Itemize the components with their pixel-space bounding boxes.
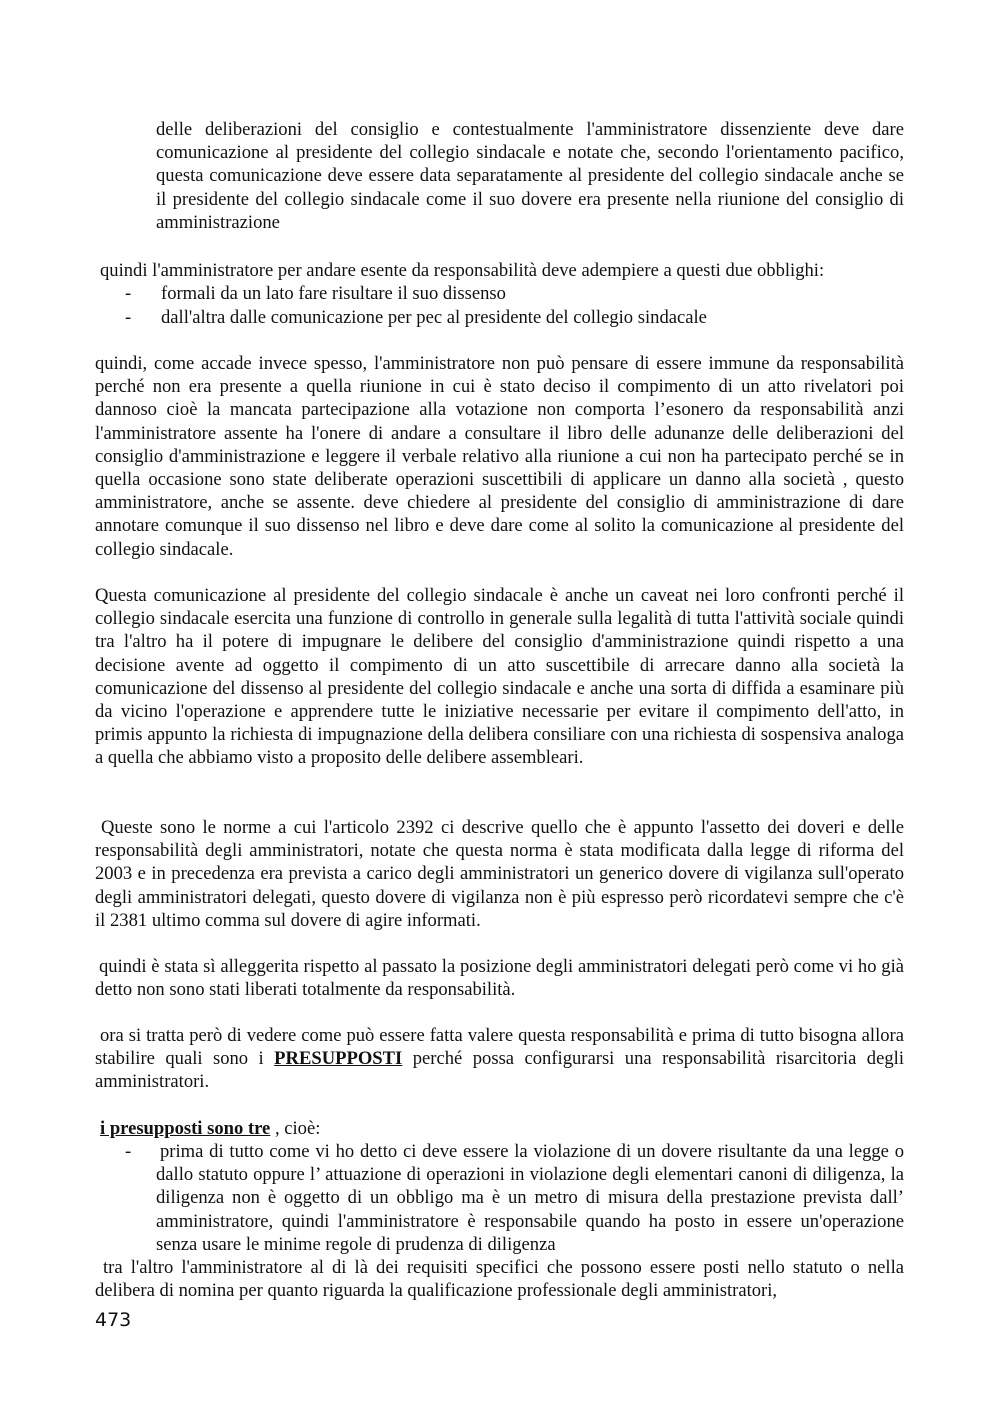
subheading-rest: , cioè:	[270, 1118, 321, 1139]
paragraph-board-of-auditors: Questa comunicazione al presidente del collegio sindacale è anche un caveat nei loro confronti perché il collegio sindacale esercita una funzione di controllo in generale sulla legalità di tutta l'attività sociale quindi tra l'altro ha il potere di impugnare le delibere del consiglio d'amministrazione quindi rispetto a una decisione avente ad oggetto il compimento di un atto suscettibile di arrecare danno alla società la comunicazione del dissenso al presidente del collegio sindacale e anche una sorta di diffida a esaminare più da vicino l'operazione e apprendere tutte le iniziative necessarie per evitare il compimento dell'atto, in primis appunto la richiesta di impugnazione della delibera consiliare con una richiesta di sospensiva analoga a quella che abbiamo visto a proposito delle delibere assembleari.	[95, 585, 904, 769]
list-item-text: formali da un lato fare risultare il suo dissenso	[161, 283, 506, 304]
subheading-three-prerequisites	[100, 1117, 320, 1140]
paragraph-professional-requirements: tra l'altro l'amministratore al di là dei requisiti specifici che possono essere posti nello statuto o nella delibera di nomina per quanto riguarda la qualificazione professionale degli amministratori,	[95, 1257, 904, 1302]
page-number: 473	[95, 1309, 132, 1331]
paragraph-absent-director: quindi, come accade invece spesso, l'amministratore non può pensare di essere immune da responsabilità perché non era presente a quella riunione in cui è stato deciso il compimento di un atto rivelatori poi dannoso cioè la mancata partecipazione alla votazione non comporta l’esonero da responsabilità anzi l'amministratore assente ha l'onere di andare a consultare il libro delle adunanze delle deliberazioni del consiglio d'amministrazione e leggere il verbale relativo alla riunione a cui non ha partecipato perché se in quella occasione sono state deliberate operazioni suscettibili di applicare un danno alla società , questo amministratore, anche se assente. deve chiedere al presidente del consiglio di amministrazione di dare annotare comunque il suo dissenso nel libro e deve dare come al solito la comunicazione al presidente del collegio sindacale.	[95, 353, 904, 560]
paragraph-text: ora si tratta però di vedere come può essere fatta valere questa responsabilità e prima di tutto bisogna allora stabilire quali sono i	[95, 1025, 904, 1070]
paragraph-delegated-directors: quindi è stata sì alleggerita rispetto al passato la posizione degli amministratori delegati però come vi ho già detto non sono stati liberati totalmente da responsabilità.	[95, 956, 904, 1001]
paragraph-prerequisites	[95, 1024, 904, 1094]
list-item-first-prerequisite: prima di tutto come vi ho detto ci deve essere la violazione di un dovere risultante da una legge o dallo statuto oppure l’ attuazione di operazioni in violazione degli elementari canoni di diligenza, la diligenza non è oggetto di un obbligo ma è un metro di misura della prestazione prevista dall’ amministratore, quindi l'amministratore è responsabile quando ha posto in essere un'operazione senza usare le minime regole di prudenza di diligenza	[156, 1141, 904, 1255]
bullet-dash: -	[125, 283, 132, 304]
subheading-bold: i presupposti sono tre	[100, 1118, 271, 1139]
paragraph-dissent-communication: delle deliberazioni del consiglio e contestualmente l'amministratore dissenziente deve dare comunicazione al presidente del collegio sindacale e notate che, secondo l'orientamento pacifico, questa comunicazione deve essere data separatamente al presidente del collegio sindacale anche se il presidente del collegio sindacale come il suo dovere era presente nella riunione del consiglio di amministrazione	[156, 119, 904, 233]
paragraph-text: perché possa configurarsi una responsabilità risarcitoria degli amministratori.	[95, 1048, 904, 1093]
bullet-dash: -	[125, 307, 132, 328]
list-item-text: dall'altra dalle comunicazione per pec al presidente del collegio sindacale	[161, 307, 707, 328]
bullet-dash: -	[125, 1141, 132, 1162]
keyword-presupposti: PRESUPPOSTI	[274, 1048, 403, 1070]
paragraph-two-obligations-intro: quindi l'amministratore per andare esente da responsabilità deve adempiere a questi due obblighi:	[100, 260, 825, 281]
paragraph-article-2392: Queste sono le norme a cui l'articolo 2392 ci descrive quello che è appunto l'assetto dei doveri e delle responsabilità degli amministratori, notate che questa norma è stata modificata dalla legge di riforma del 2003 e in precedenza era prevista a carico degli amministratori un generico dovere di vigilanza sull'operato degli amministratori delegati, questo dovere di vigilanza non è più espresso però ricordatevi sempre che c'è il 2381 ultimo comma sul dovere di agire informati.	[95, 817, 904, 931]
